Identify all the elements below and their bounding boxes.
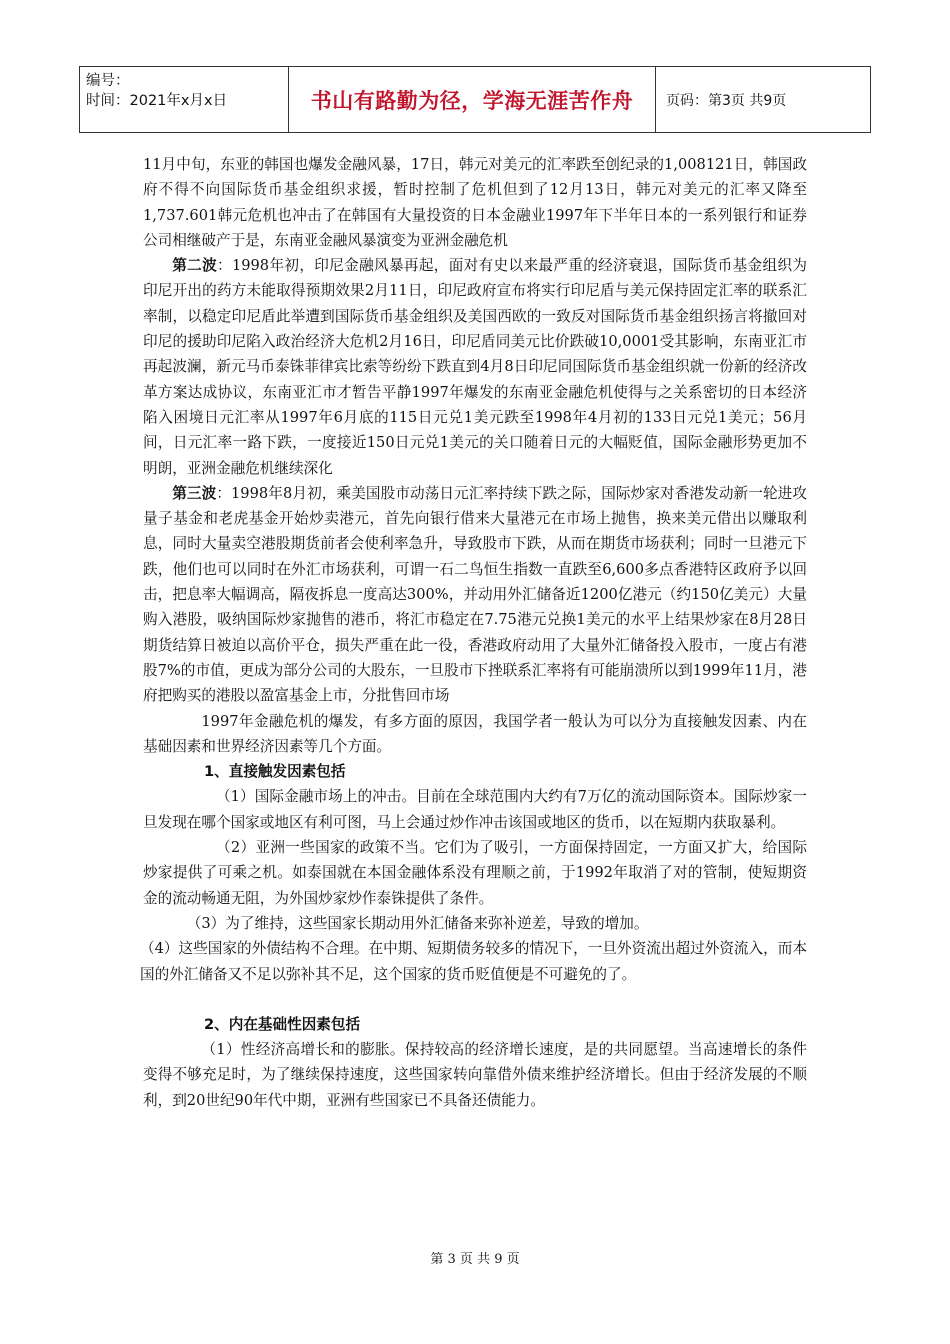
header-motto: 书山有路勤为径，学海无涯苦作舟	[289, 67, 656, 132]
paragraph-causes-intro: 1997年金融危机的爆发，有多方面的原因，我国学者一般认为可以分为直接触发因素、内在基础因素和世界经济因素等几个方面。	[143, 712, 807, 755]
paragraph-internal-1: （1）性经济高增长和的膨胀。保持较高的经济增长速度，是的共同愿望。当高速增长的条件变得不够充足时，为了继续保持速度，这些国家转向靠借外债来维护经济增长。但由于经济发展的不顺利，到20世纪90年代中期，亚洲有些国家已不具备还债能力。	[143, 1041, 807, 1109]
paragraph-wave-three	[143, 481, 807, 709]
paragraph-direct-3: （3）为了维持，这些国家长期动用外汇储备来弥补逆差，导致的增加。	[186, 914, 649, 932]
section-spacer	[143, 987, 807, 1012]
header-page-number: 页码：第3页 共9页	[666, 92, 787, 109]
doc-code-label: 编号：	[86, 73, 130, 89]
section-heading-direct-factors: 1、直接触发因素包括	[204, 763, 346, 781]
page-footer: 第 3 页 共 9 页	[430, 1252, 520, 1267]
page-header	[79, 66, 871, 133]
paragraph-korea: 11月中旬，东亚的韩国也爆发金融风暴，17日，韩元对美元的汇率跌至创纪录的1,008121日，韩国政府不得不向国际货币基金组织求援，暂时控制了危机但到了12月13日，韩元对美元的汇率又降至1,737.601韩元危机也冲击了在韩国有大量投资的日本金融业1997年下半年日本的一系列银行和证券公司相继破产于是，东南亚金融风暴演变为亚洲金融危机	[143, 156, 807, 249]
header-meta	[80, 67, 289, 132]
wave-three-label: 第三波	[172, 484, 217, 502]
paragraph-direct-4: （4）这些国家的外债结构不合理。在中期、短期债务较多的情况下，一旦外资流出超过外资流入，而本国的外汇储备又不足以弥补其不足，这个国家的货币贬值便是不可避免的了。	[140, 940, 807, 983]
paragraph-direct-2: （2）亚洲一些国家的政策不当。它们为了吸引，一方面保持固定，一方面又扩大，给国际炒家提供了可乘之机。如泰国就在本国金融体系没有理顺之前，于1992年取消了对的管制，使短期资金的流动畅通无阻，为外国炒家炒作泰铢提供了条件。	[143, 839, 807, 907]
section-heading-internal-factors: 2、内在基础性因素包括	[204, 1015, 361, 1033]
wave-two-label: 第二波	[172, 257, 218, 275]
document-body	[140, 152, 807, 1113]
doc-time-label: 时间：2021年x月x日	[86, 93, 228, 109]
paragraph-wave-two	[143, 253, 807, 481]
paragraph-direct-1: （1）国际金融市场上的冲击。目前在全球范围内大约有7万亿的流动国际资本。国际炒家一旦发现在哪个国家或地区有利可图，马上会通过炒作冲击该国或地区的货币，以在短期内获取暴利。	[143, 788, 807, 831]
wave-two-text: ：1998年初，印尼金融风暴再起，面对有史以来最严重的经济衰退，国际货币基金组织为印尼开出的药方未能取得预期效果2月11日，印尼政府宣布将实行印尼盾与美元保持固定汇率的联系汇率制，以稳定印尼盾此举遭到国际货币基金组织及美国西欧的一致反对国际货币基金组织扬言将撤回对印尼的援助印尼陷入政治经济大危机2月16日，印尼盾同美元比价跌破10,0001受其影响，东南亚汇市再起波澜，新元马币泰铢菲律宾比索等纷纷下跌直到4月8日印尼同国际货币基金组织就一份新的经济改革方案达成协议，东南亚汇市才暂告平静1997年爆发的东南亚金融危机使得与之关系密切的日本经济陷入困境日元汇率从1997年6月底的115日元兑1美元跌至1998年4月初的133日元兑1美元；56月间，日元汇率一路下跌，一度接近150日元兑1美元的关口随着日元的大幅贬值，国际金融形势更加不明朗，亚洲金融危机继续深化	[143, 257, 807, 477]
wave-three-text: ：1998年8月初，乘美国股市动荡日元汇率持续下跌之际，国际炒家对香港发动新一轮进攻量子基金和老虎基金开始炒卖港元，首先向银行借来大量港元在市场上抛售，换来美元借出以赚取利息，同时大量卖空港股期货前者会使利率急升，导致股市下跌，从而在期货市场获利；同时一旦港元下跌，他们也可以同时在外汇市场获利，可谓一石二鸟恒生指数一直跌至6,600多点香港特区政府予以回击，把息率大幅调高，隔夜拆息一度高达300%，并动用外汇储备近1200亿港元（约150亿美元）大量购入港股，吸纳国际炒家抛售的港币，将汇市稳定在7.75港元兑换1美元的水平上结果炒家在8月28日期货结算日被迫以高价平仓，损失严重在此一役，香港政府动用了大量外汇储备投入股市，一度占有港股7%的市值，更成为部分公司的大股东，一旦股市下挫联系汇率将有可能崩溃所以到1999年11月，港府把购买的港股以盈富基金上市，分批售回市场	[143, 484, 807, 705]
